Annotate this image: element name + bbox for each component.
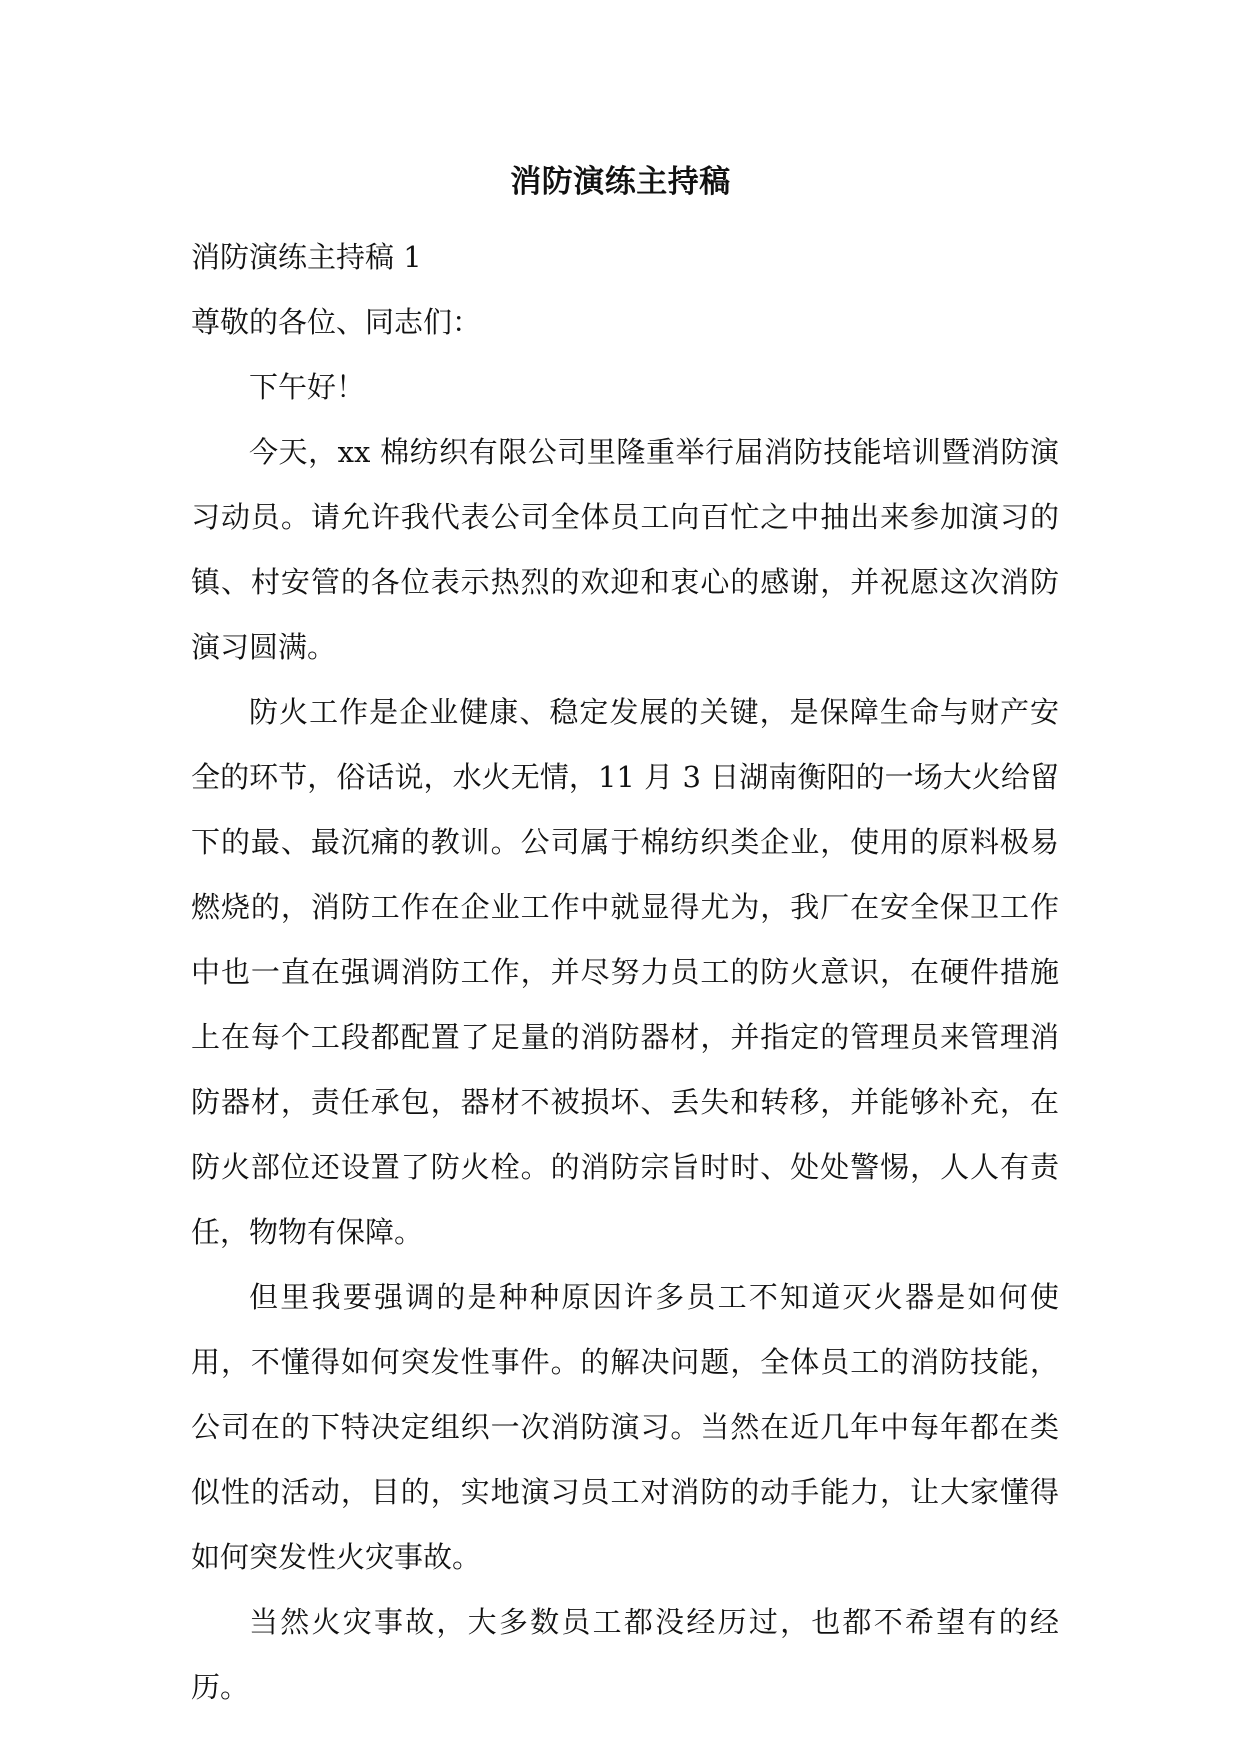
document-body — [191, 225, 1059, 1720]
body-paragraph: 今天，xx 棉纺织有限公司里隆重举行届消防技能培训暨消防演习动员。请允许我代表公司全体员工向百忙之中抽出来参加演习的镇、村安管的各位表示热烈的欢迎和衷心的感谢，并祝愿这次消防演习圆满。 — [191, 435, 1059, 664]
document-subtitle: 消防演练主持稿 1 — [191, 240, 422, 274]
body-paragraph: 防火工作是企业健康、稳定发展的关键，是保障生命与财产安全的环节，俗话说，水火无情，11 月 3 日湖南衡阳的一场大火给留下的最、最沉痛的教训。公司属于棉纺织类企业，使用的原料极易燃烧的，消防工作在企业工作中就显得尤为，我厂在安全保卫工作中也一直在强调消防工作，并尽努力员工的防火意识，在硬件措施上在每个工段都配置了足量的消防器材，并指定的管理员来管理消防器材，责任承包，器材不被损坏、丢失和转移，并能够补充，在防火部位还设置了防火栓。的消防宗旨时时、处处警惕，人人有责任，物物有保障。 — [191, 695, 1059, 1249]
body-paragraph: 但里我要强调的是种种原因许多员工不知道灭火器是如何使用，不懂得如何突发性事件。的解决问题，全体员工的消防技能，公司在的下特决定组织一次消防演习。当然在近几年中每年都在类似性的活动，目的，实地演习员工对消防的动手能力，让大家懂得如何突发性火灾事故。 — [191, 1280, 1059, 1574]
salutation: 尊敬的各位、同志们： — [191, 305, 482, 339]
document-title: 消防演练主持稿 — [510, 164, 731, 200]
greeting-paragraph: 下午好！ — [249, 370, 366, 404]
body-paragraph: 当然火灾事故，大多数员工都没经历过，也都不希望有的经历。 — [191, 1605, 1059, 1704]
